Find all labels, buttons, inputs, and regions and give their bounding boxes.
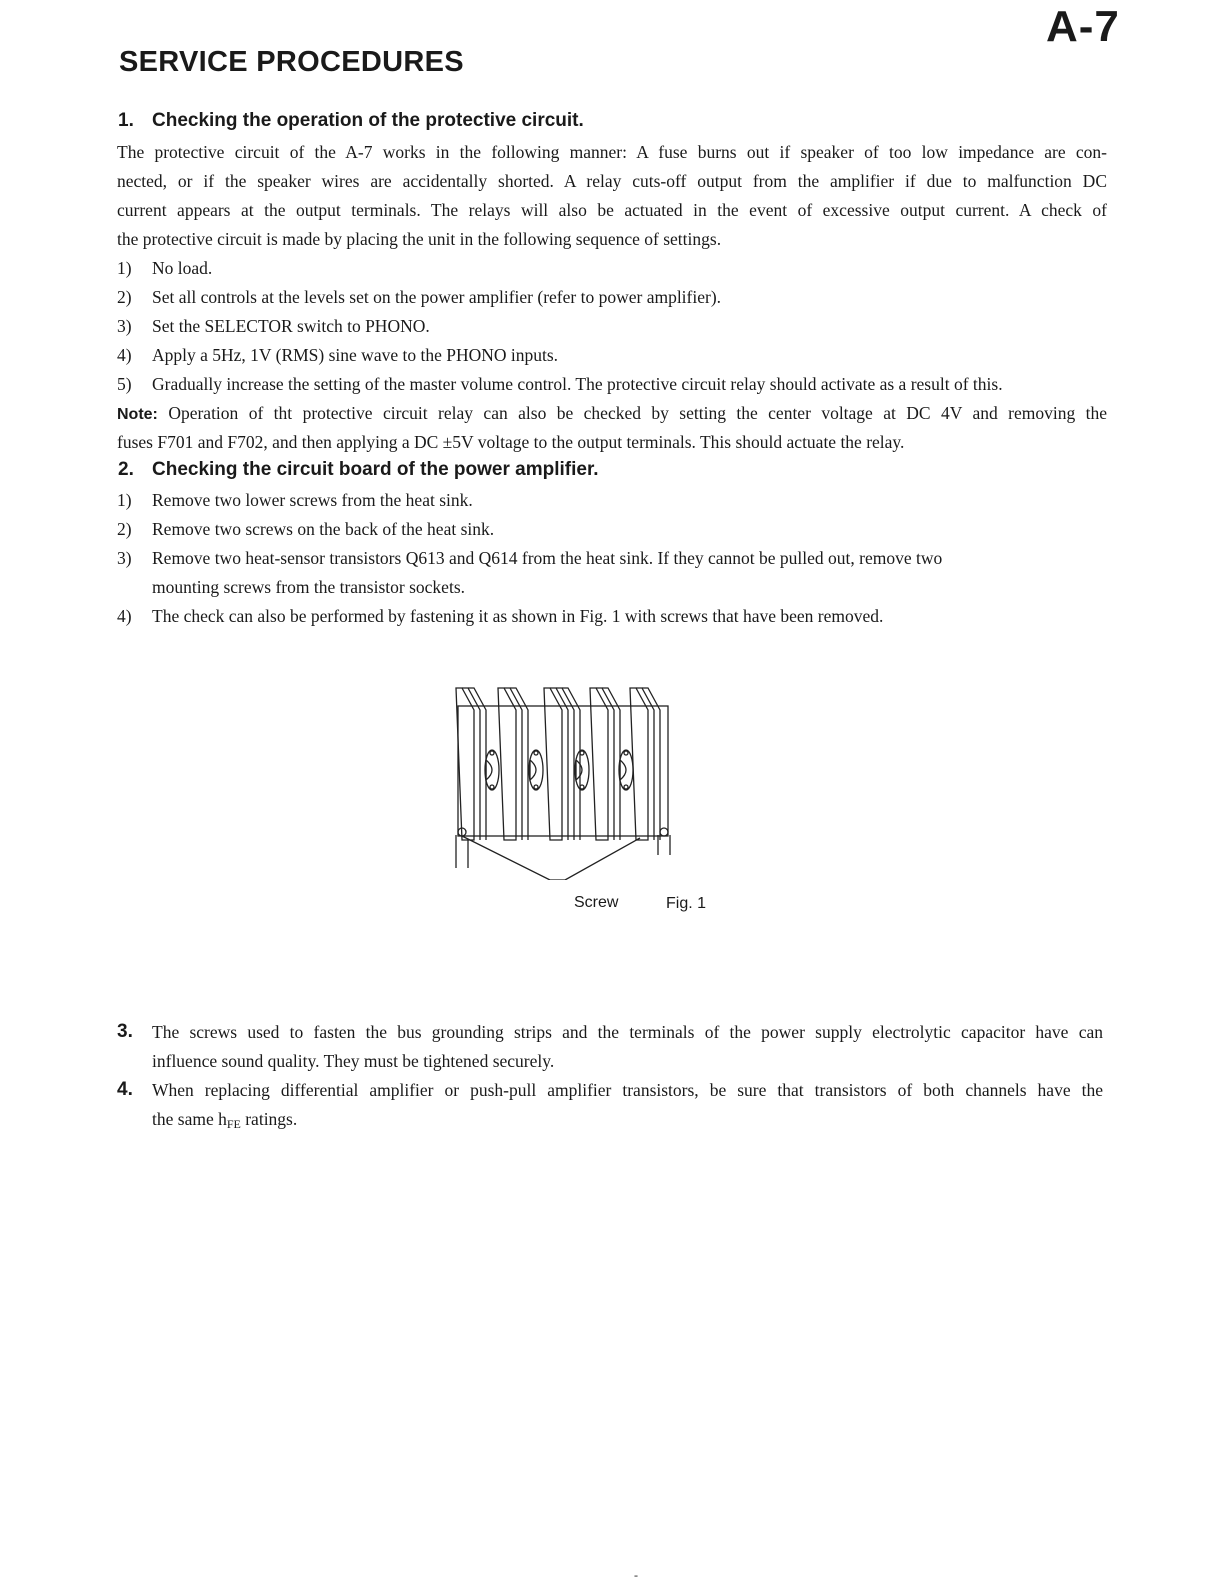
list-item xyxy=(117,287,721,307)
heat-sink-body xyxy=(458,706,668,836)
figure-caption: Fig. 1 xyxy=(666,895,707,912)
list-text: Apply a 5Hz, 1V (RMS) sine wave to the PHONO inputs. xyxy=(152,345,559,365)
section-2-title: Checking the circuit board of the power amplifier. xyxy=(152,459,599,480)
hfe-subscript: FE xyxy=(226,1117,241,1131)
note-label: Note: xyxy=(117,406,158,423)
list-number: 2) xyxy=(117,287,132,307)
paragraph-line: the protective circuit is made by placing the unit in the following sequence of settings. xyxy=(117,229,722,249)
heat-sink-fin xyxy=(630,688,660,840)
heat-sink-fin xyxy=(456,688,486,840)
model-number: A-7 xyxy=(1046,2,1120,51)
list-number: 3) xyxy=(117,548,132,568)
transistor-socket xyxy=(485,750,499,790)
heat-sink-fin xyxy=(498,688,528,840)
list-item-continuation: mounting screws from the transistor sockets. xyxy=(152,577,466,597)
list-item xyxy=(117,316,430,336)
list-text: Set all controls at the levels set on the power amplifier (refer to power amplifier). xyxy=(152,287,722,307)
section-2-heading xyxy=(118,459,599,481)
screw-label: Screw xyxy=(574,894,619,911)
section-4-text: the same h xyxy=(152,1109,227,1129)
list-item xyxy=(117,606,883,626)
section-1-number: 1. xyxy=(118,110,134,131)
list-text: No load. xyxy=(152,258,213,278)
list-number: 1) xyxy=(117,258,132,278)
paragraph-line: The protective circuit of the A-7 works in the following manner: A fuse burns out if speaker of too low impedance are con- xyxy=(117,142,1107,162)
list-text: Set the SELECTOR switch to PHONO. xyxy=(152,316,430,336)
list-number: 4) xyxy=(117,345,132,365)
section-4-line: When replacing differential amplifier or push-pull amplifier transistors, be sure that transistors of both channels have the xyxy=(152,1080,1103,1100)
screw-icon xyxy=(660,828,668,836)
list-number: 1) xyxy=(117,490,132,510)
section-4-line xyxy=(152,1109,297,1134)
list-item xyxy=(117,374,1003,394)
list-text: Remove two screws on the back of the heat sink. xyxy=(152,519,495,539)
note-line: fuses F701 and F702, and then applying a DC ±5V voltage to the output terminals. This should actuate the relay. xyxy=(117,432,905,452)
note-line xyxy=(117,403,1107,425)
list-number: 2) xyxy=(117,519,132,539)
list-text: Remove two lower screws from the heat sink. xyxy=(152,490,473,510)
transistor-socket xyxy=(575,750,589,790)
paragraph-line: nected, or if the speaker wires are accidentally shorted. A relay cuts-off output from the amplifier if due to malfunction DC xyxy=(117,171,1107,191)
page-title: SERVICE PROCEDURES xyxy=(119,46,464,78)
list-number: 3) xyxy=(117,316,132,336)
section-2-number: 2. xyxy=(118,459,134,480)
section-1-title: Checking the operation of the protective circuit. xyxy=(152,110,584,131)
list-text: Gradually increase the setting of the master volume control. The protective circuit relay should activate as a result of this. xyxy=(152,374,1003,394)
list-item xyxy=(117,258,212,278)
section-3-line: influence sound quality. They must be tightened securely. xyxy=(152,1051,555,1071)
section-1-heading xyxy=(118,110,584,132)
note-text: Operation of tht protective circuit relay can also be checked by setting the center voltage at DC 4V and removing the xyxy=(168,403,1108,423)
list-item xyxy=(117,519,494,539)
screw-leader-line xyxy=(462,836,640,880)
section-3-line: The screws used to fasten the bus grounding strips and the terminals of the power supply electrolytic capacitor have can xyxy=(152,1022,1103,1042)
heat-sink-fin xyxy=(544,688,580,840)
transistor-socket xyxy=(619,750,633,790)
heat-sink-figure xyxy=(440,680,690,880)
list-item xyxy=(117,345,558,365)
section-4-number: 4. xyxy=(117,1079,133,1100)
list-item xyxy=(117,490,473,510)
transistor-socket xyxy=(529,750,543,790)
list-text: The check can also be performed by fastening it as shown in Fig. 1 with screws that have been removed. xyxy=(152,606,884,626)
paragraph-line: current appears at the output terminals. The relays will also be actuated in the event of excessive output current. A check of xyxy=(117,200,1107,220)
page-number: - xyxy=(634,1568,638,1582)
list-text: Remove two heat-sensor transistors Q613 and Q614 from the heat sink. If they cannot be pulled out, remove two xyxy=(152,548,943,568)
list-number: 4) xyxy=(117,606,132,626)
section-4-text: ratings. xyxy=(240,1109,298,1129)
section-3-number: 3. xyxy=(117,1021,133,1042)
list-item xyxy=(117,548,942,568)
heat-sink-fin xyxy=(590,688,620,840)
list-number: 5) xyxy=(117,374,132,394)
